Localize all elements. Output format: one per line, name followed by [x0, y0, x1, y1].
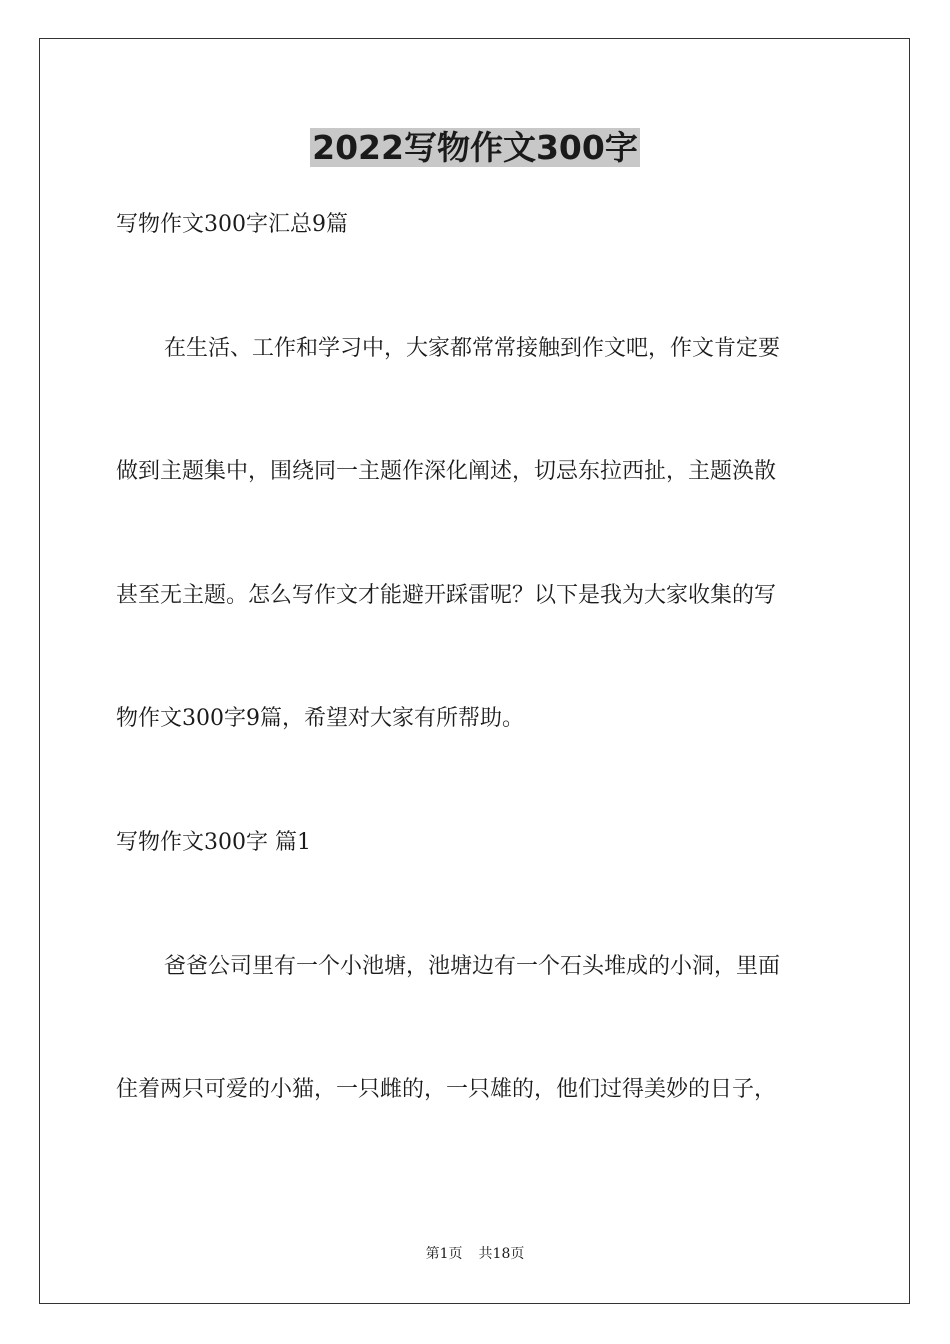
page-total: 共18页	[478, 1246, 525, 1262]
intro-line-3: 甚至无主题。怎么写作文才能避开踩雷呢？以下是我为大家收集的写	[116, 583, 777, 608]
intro-line-4: 物作文300字9篇，希望对大家有所帮助。	[116, 706, 524, 731]
page-footer	[0, 1244, 950, 1264]
section-line-2: 住着两只可爱的小猫，一只雌的，一只雄的，他们过得美妙的日子，	[116, 1077, 777, 1102]
section-heading: 写物作文300字 篇1	[116, 830, 311, 855]
document-subtitle: 写物作文300字汇总9篇	[116, 212, 348, 237]
page-number: 第1页	[425, 1246, 463, 1262]
document-title	[0, 126, 950, 170]
intro-line-1: 在生活、工作和学习中，大家都常常接触到作文吧，作文肯定要	[164, 336, 781, 361]
document-title-text: 2022写物作文300字	[312, 128, 638, 167]
section-line-1: 爸爸公司里有一个小池塘，池塘边有一个石头堆成的小洞，里面	[164, 954, 781, 979]
intro-line-2: 做到主题集中，围绕同一主题作深化阐述，切忌东拉西扯，主题涣散	[116, 459, 777, 484]
